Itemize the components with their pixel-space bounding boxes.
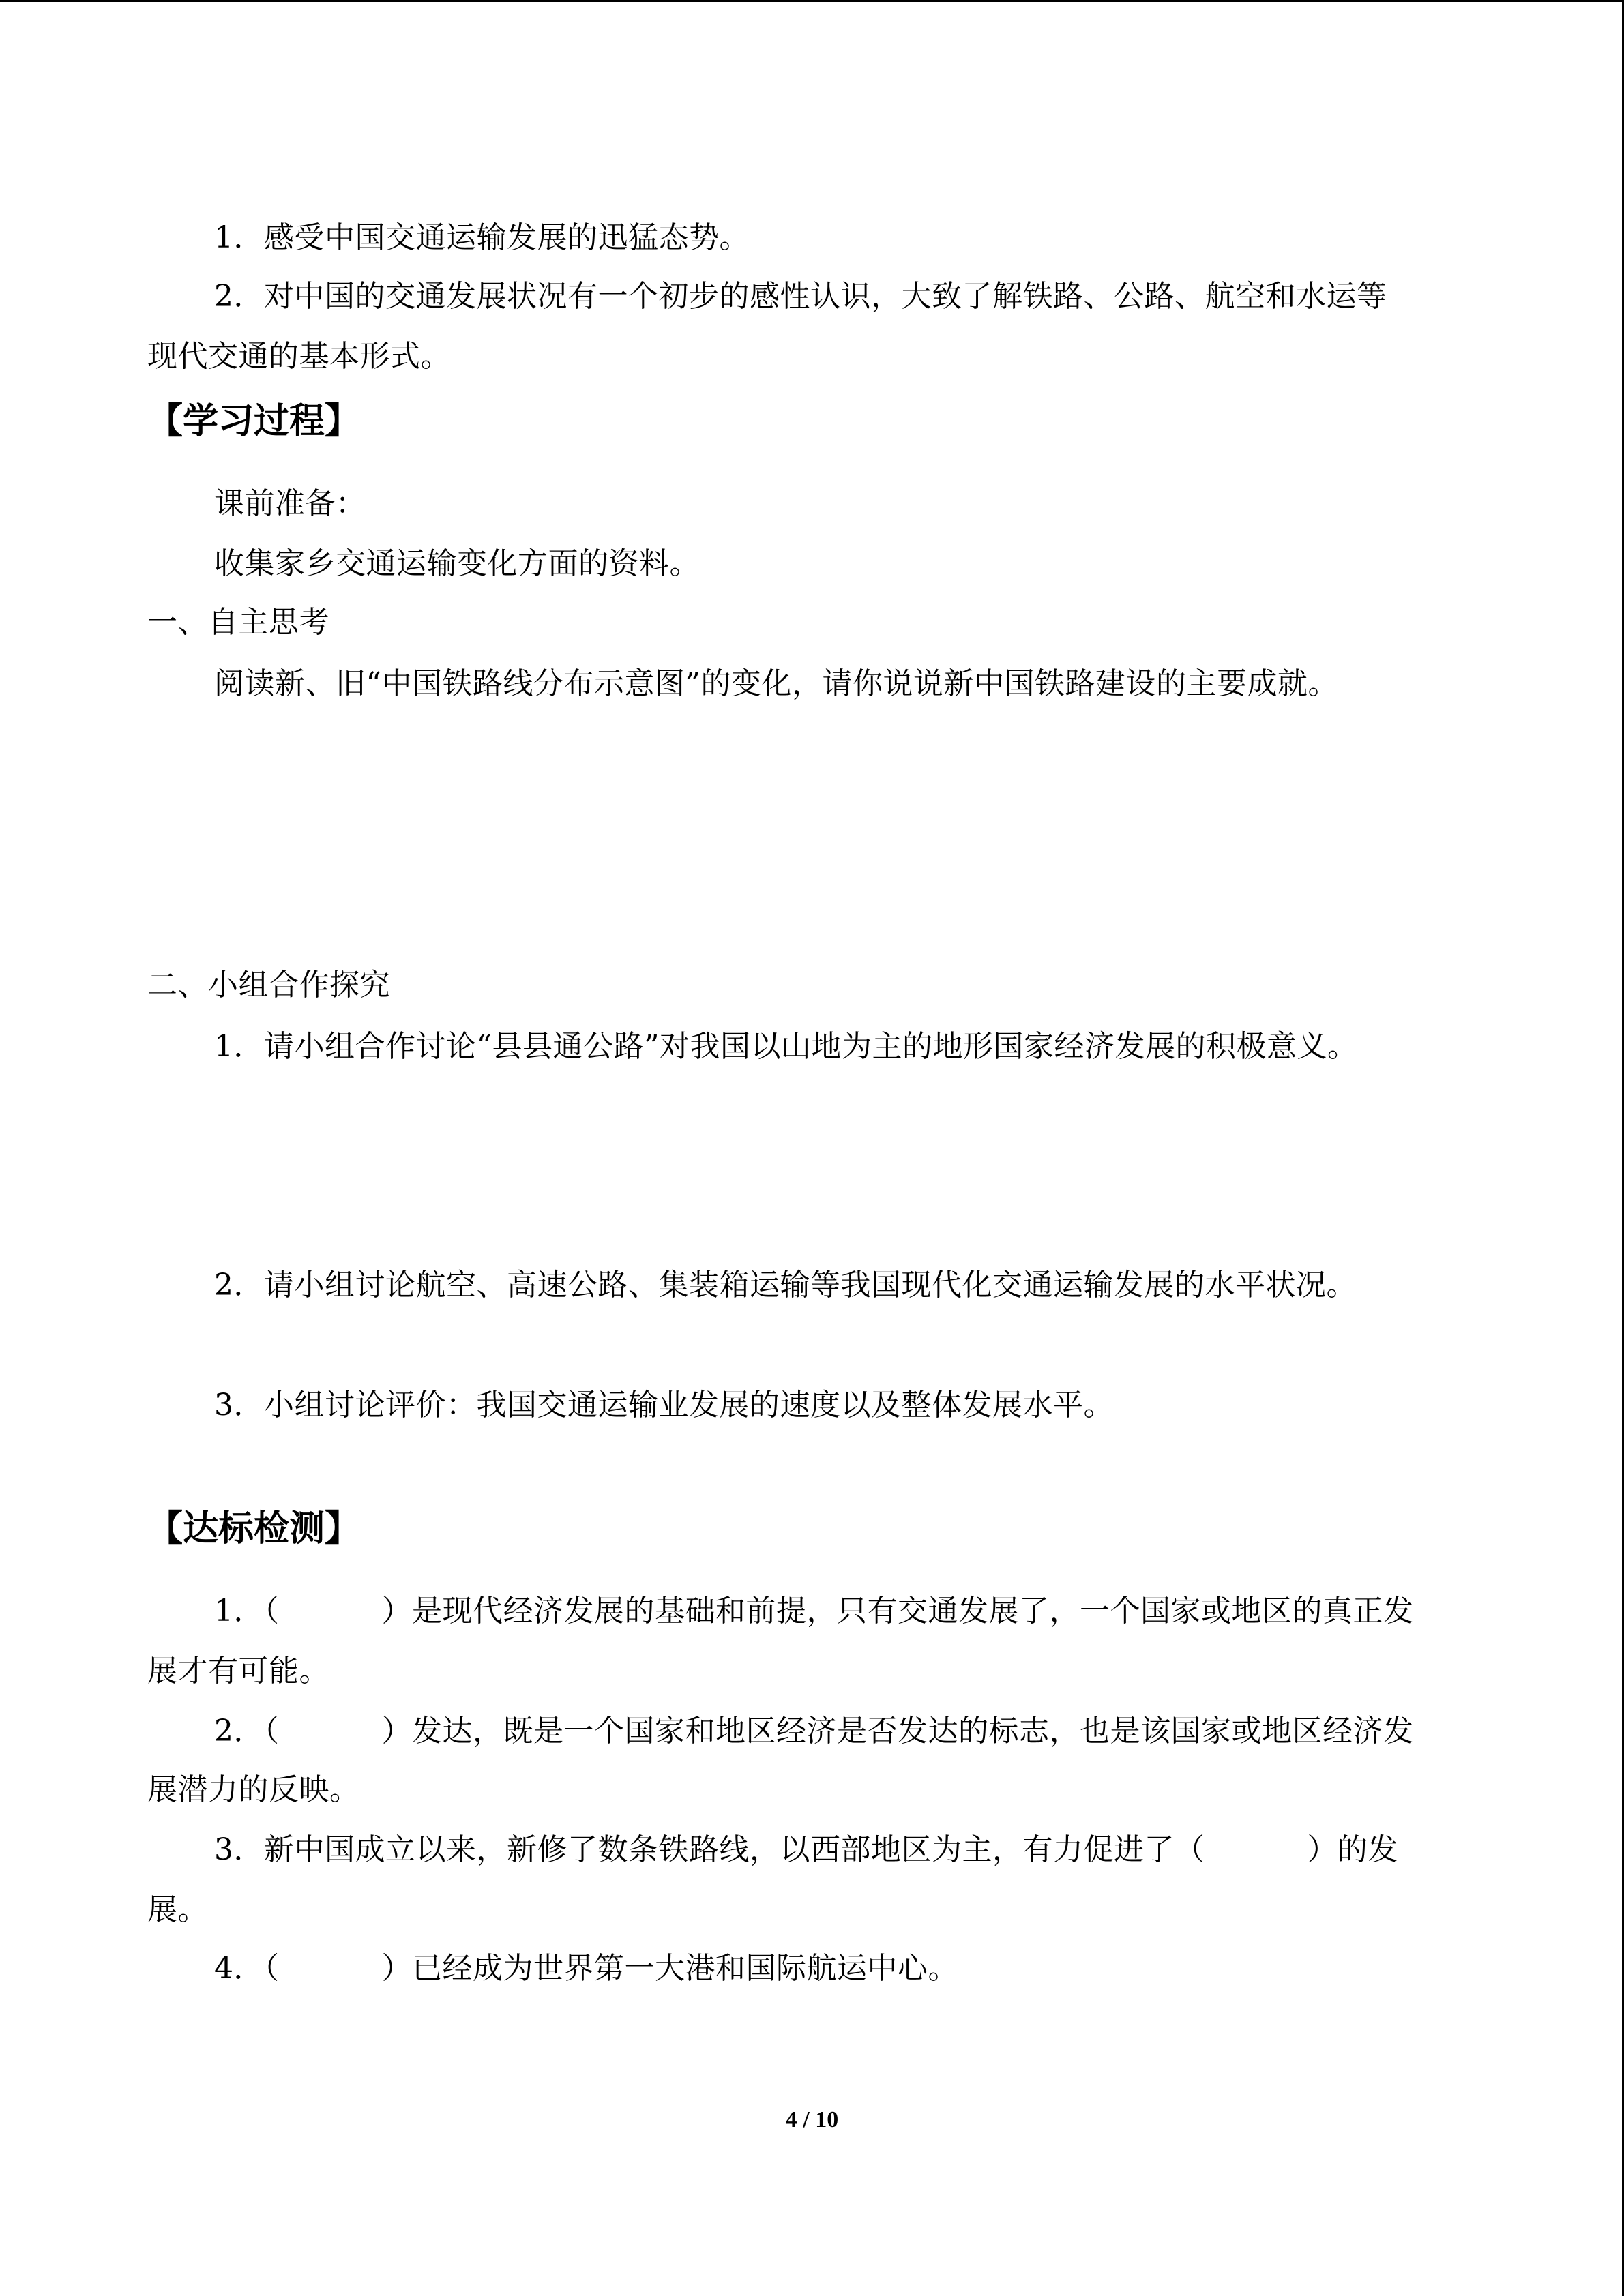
assessment-question-4-prefix: 4．（ <box>214 1951 280 1986</box>
assessment-question-4-suffix: ）已经成为世界第一大港和国际航运中心。 <box>381 1951 958 1986</box>
assessment-question-2-prefix: 2．（ <box>214 1714 280 1748</box>
assessment-question-2-line-2: 展潜力的反映。 <box>147 1772 360 1807</box>
assessment-question-2-suffix: ）发达，既是一个国家和地区经济是否发达的标志，也是该国家或地区经济发 <box>381 1714 1414 1748</box>
section-1-question: 阅读新、旧“中国铁路线分布示意图”的变化，请你说说新中国铁路建设的主要成就。 <box>214 666 1338 701</box>
assessment-question-4 <box>214 1948 958 1989</box>
section-2-question-1: 1．请小组合作讨论“县县通公路”对我国以山地为主的地形国家经济发展的积极意义。 <box>214 1029 1358 1064</box>
assessment-question-3-suffix: ）的发 <box>1307 1832 1398 1867</box>
assessment-question-3-line-1 <box>214 1830 1398 1870</box>
page-number: 4 / 10 <box>785 2107 839 2132</box>
section-1-title: 一、自主思考 <box>147 605 329 640</box>
section-2-question-3: 3．小组讨论评价：我国交通运输业发展的速度以及整体发展水平。 <box>214 1388 1114 1422</box>
objective-item-1: 1．感受中国交通运输发展的迅猛态势。 <box>214 220 750 255</box>
assessment-question-2-line-1 <box>214 1711 1414 1752</box>
assessment-question-1-prefix: 1．（ <box>214 1594 280 1628</box>
objective-item-2-line-2: 现代交通的基本形式。 <box>147 339 451 374</box>
section-2-title: 二、小组合作探究 <box>147 968 390 1002</box>
section-2-question-2: 2．请小组讨论航空、高速公路、集装箱运输等我国现代化交通运输发展的水平状况。 <box>214 1268 1357 1302</box>
assessment-question-1-line-1 <box>214 1591 1414 1632</box>
assessment-question-1-suffix: ）是现代经济发展的基础和前提，只有交通发展了，一个国家或地区的真正发 <box>381 1594 1414 1628</box>
assessment-question-1-line-2: 展才有可能。 <box>147 1654 329 1688</box>
prep-label: 课前准备： <box>214 486 366 521</box>
learning-process-heading: 【学习过程】 <box>147 401 361 442</box>
assessment-heading: 【达标检测】 <box>147 1508 361 1549</box>
assessment-question-3-line-2: 展。 <box>147 1892 208 1927</box>
assessment-question-3-prefix: 3．新中国成立以来，新修了数条铁路线，以西部地区为主，有力促进了（ <box>214 1832 1205 1867</box>
prep-text: 收集家乡交通运输变化方面的资料。 <box>214 546 700 581</box>
objective-item-2-line-1: 2．对中国的交通发展状况有一个初步的感性认识，大致了解铁路、公路、航空和水运等 <box>214 279 1387 314</box>
